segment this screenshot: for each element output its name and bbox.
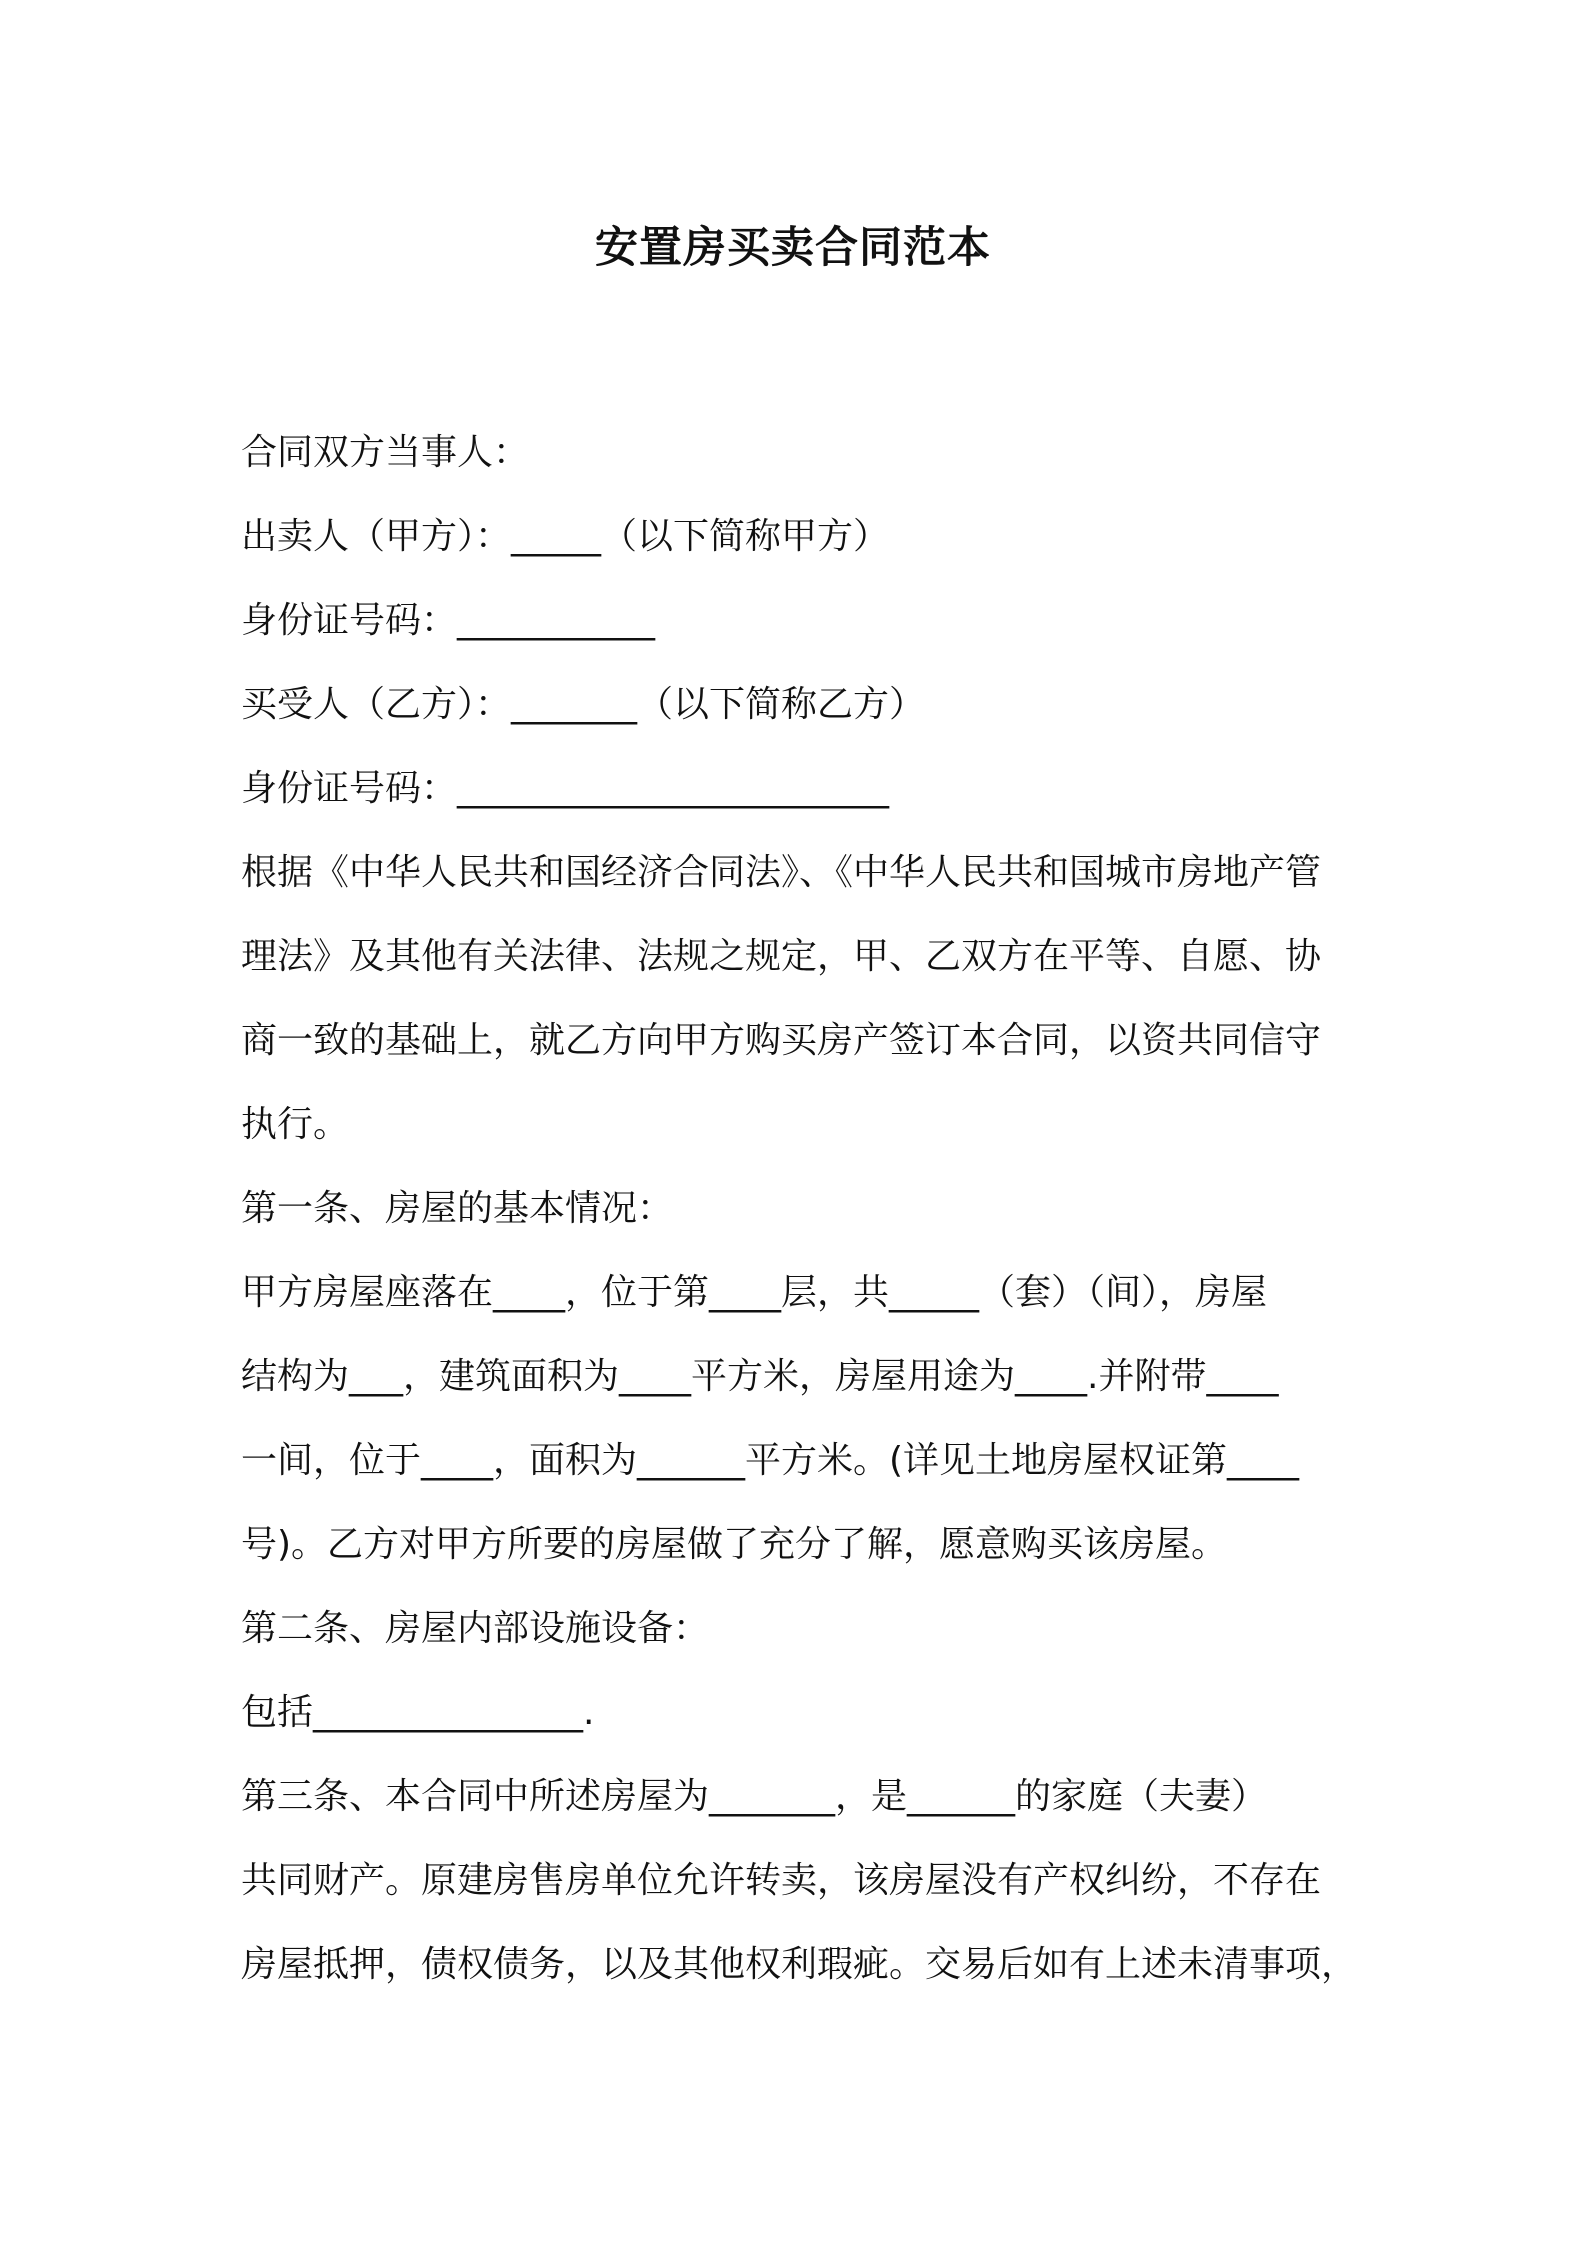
- article-1-heading: 第一条、房屋的基本情况：: [241, 1188, 674, 1229]
- article-2-line-1: 包括_______________.: [241, 1692, 595, 1733]
- article-3-line-1: 第三条、本合同中所述房屋为_______，是______的家庭（夫妻）: [241, 1776, 1268, 1817]
- article-3-line-2: 共同财产。原建房售房单位允许转卖，该房屋没有产权纠纷，不存在: [241, 1860, 1322, 1901]
- seller-id-line: 身份证号码：___________: [241, 600, 656, 641]
- article-3-line-3: 房屋抵押，债权债务，以及其他权利瑕疵。交易后如有上述未清事项，: [241, 1944, 1358, 1985]
- preamble-line-3: 商一致的基础上，就乙方向甲方购买房产签订本合同，以资共同信守: [241, 1020, 1322, 1061]
- document-title: 安置房买卖合同范本: [595, 223, 991, 273]
- article-1-line-4: 号)。乙方对甲方所要的房屋做了充分了解，愿意购买该房屋。: [241, 1524, 1228, 1565]
- buyer-line: 买受人（乙方）：_______（以下简称乙方）: [241, 684, 926, 725]
- article-1-line-1: 甲方房屋座落在____，位于第____层，共_____（套）（间），房屋: [241, 1272, 1268, 1313]
- article-2-heading: 第二条、房屋内部设施设备：: [241, 1608, 710, 1649]
- preamble-line-1: 根据《中华人民共和国经济合同法》、《中华人民共和国城市房地产管: [241, 852, 1322, 893]
- parties-heading: 合同双方当事人：: [241, 432, 530, 473]
- article-1-line-2: 结构为___，建筑面积为____平方米，房屋用途为____.并附带____: [241, 1356, 1279, 1397]
- seller-line: 出卖人（甲方）：_____（以下简称甲方）: [241, 516, 890, 557]
- preamble-line-2: 理法》及其他有关法律、法规之规定，甲、乙双方在平等、自愿、协: [241, 936, 1322, 977]
- document-body: [241, 411, 1358, 2007]
- buyer-id-line: 身份证号码：________________________: [241, 768, 890, 809]
- preamble-line-4: 执行。: [241, 1104, 350, 1145]
- article-1-line-3: 一间，位于____，面积为______平方米。(详见土地房屋权证第____: [241, 1440, 1300, 1481]
